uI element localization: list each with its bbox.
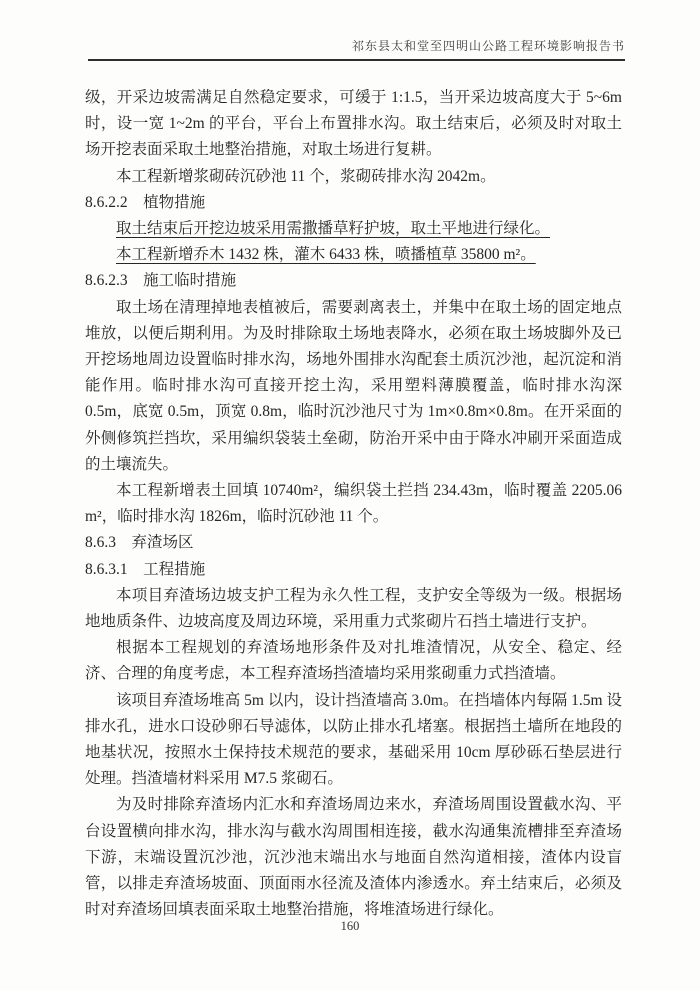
page-header <box>88 38 625 61</box>
paragraph: 本工程新增浆砌砖沉砂池 11 个，浆砌砖排水沟 2042m。 <box>116 167 496 185</box>
header-rule <box>88 59 625 61</box>
section-heading-8-6-3-1: 8.6.3.1 工程措施 <box>85 560 206 578</box>
section-heading-8-6-2-3: 8.6.2.3 施工临时措施 <box>85 272 237 290</box>
paragraph: 本工程新增表土回填 10740m²，编织袋土拦挡 234.43m，临时覆盖 2205.06 m²，临时排水沟 1826m，临时沉砂池 11 个。 <box>85 482 622 526</box>
document-body <box>85 85 622 924</box>
running-title: 祁东县太和堂至四明山公路工程环境影响报告书 <box>351 39 625 53</box>
paragraph: 本项目弃渣场边坡支护工程为永久性工程，支护安全等级为一级。根据场地地质条件、边坡高度及周边环境，采用重力式浆砌片石挡土墙进行支护。 <box>85 586 622 631</box>
section-heading-8-6-2-2: 8.6.2.2 植物措施 <box>85 193 206 211</box>
page-number: 160 <box>340 919 360 933</box>
paragraph-continuation: 级，开采边坡需满足自然稳定要求，可缓于 1:1.5，当开采边坡高度大于 5~6m 时，设一宽 1~2m 的平台，平台上布置排水沟。取土结束后，必须及时对取土场开挖表面采取土地整治措施，对取土场进行复耕。 <box>85 89 622 159</box>
paragraph: 该项目弃渣场堆高 5m 以内，设计挡渣墙高 3.0m。在挡墙体内每隔 1.5m 设排水孔，进水口设砂卵石导滤体，以防止排水孔堵塞。根据挡土墙所在地段的地基状况，按照水土保持技术规范的要求，基础采用 10cm 厚砂砾石垫层进行处理。挡渣墙材料采用 M7.5 浆砌石。 <box>85 691 622 788</box>
section-heading-8-6-3: 8.6.3 弃渣场区 <box>85 534 194 552</box>
paragraph: 为及时排除弃渣场内汇水和弃渣场周边来水，弃渣场周围设置截水沟、平台设置横向排水沟，排水沟与截水沟周围相连接，截水沟通集流槽排至弃渣场下游，末端设置沉沙池，沉沙池末端出水与地面自然沟道相接，渣体内设盲管，以排走弃渣场坡面、顶面雨水径流及渣体内渗透水。弃土结束后，必须及时对弃渣场回填表面采取土地整治措施，将堆渣场进行绿化。 <box>85 796 622 919</box>
paragraph: 取土场在清理掉地表植被后，需要剥离表土，并集中在取土场的固定地点堆放，以便后期利用。为及时排除取土场地表降水，必须在取土场坡脚外及已开挖场地周边设置临时排水沟，场地外围排水沟配套土质沉沙池，起沉淀和消能作用。临时排水沟可直接开挖土沟，采用塑料薄膜覆盖，临时排水沟深 0.5m，底宽 0.5m，顶宽 0.8m，临时沉沙池尺寸为 1m×0.8m×0.8m。在开采面的外侧修筑拦挡坎，采用编织袋装土垒砌，防治开采中由于降水冲刷开采面造成的土壤流失。 <box>85 298 622 473</box>
paragraph: 根据本工程规划的弃渣场地形条件及对扎堆渣情况，从安全、稳定、经济、合理的角度考虑，本工程弃渣场挡渣墙均采用浆砌重力式挡渣墙。 <box>85 639 622 683</box>
underlined-paragraph: 取土结束后开挖边坡采用需撒播草籽护坡，取土平地进行绿化。 <box>116 220 551 238</box>
underlined-paragraph: 本工程新增乔木 1432 株，灌木 6433 株，喷播植草 35800 m²。 <box>116 246 536 264</box>
